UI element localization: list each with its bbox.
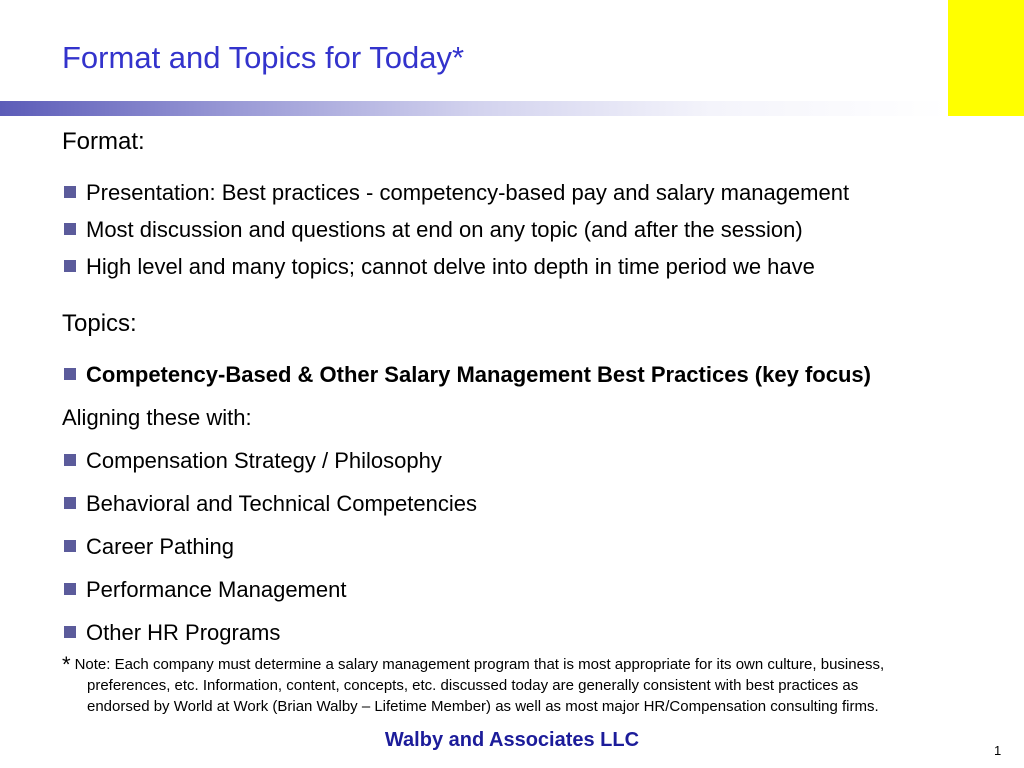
topic-bullet-text: Career Pathing bbox=[86, 534, 234, 559]
square-bullet-icon bbox=[64, 368, 76, 380]
topics-heading: Topics: bbox=[62, 310, 137, 337]
topic-bullet bbox=[64, 534, 234, 560]
footnote bbox=[62, 654, 1012, 717]
square-bullet-icon bbox=[64, 583, 76, 595]
topic-bullet bbox=[64, 491, 477, 517]
key-topic-text: Competency-Based & Other Salary Management Best Practices (key focus) bbox=[86, 362, 871, 387]
format-bullet-text: Most discussion and questions at end on any topic (and after the session) bbox=[86, 217, 803, 242]
footer-company-name: Walby and Associates LLC bbox=[384, 729, 640, 751]
square-bullet-icon bbox=[64, 186, 76, 198]
title-underline-gradient bbox=[0, 101, 948, 116]
key-topic-bullet bbox=[64, 362, 871, 388]
format-heading: Format: bbox=[62, 128, 145, 155]
topic-bullet-text: Performance Management bbox=[86, 577, 347, 602]
aligning-text: Aligning these with: bbox=[62, 405, 252, 430]
square-bullet-icon bbox=[64, 540, 76, 552]
format-bullet-text: High level and many topics; cannot delve into depth in time period we have bbox=[86, 254, 815, 279]
format-bullet-text: Presentation: Best practices - competency-based pay and salary management bbox=[86, 180, 850, 205]
footnote-line-2: preferences, etc. Information, content, concepts, etc. discussed today are generally consistent with best practices as bbox=[87, 677, 859, 694]
topic-bullet bbox=[64, 448, 442, 474]
topic-bullet-text: Other HR Programs bbox=[86, 620, 281, 645]
footnote-line-3: endorsed by World at Work (Brian Walby – Lifetime Member) as well as most major HR/Compensation consulting firms. bbox=[87, 698, 879, 715]
footnote-asterisk: * bbox=[62, 652, 71, 677]
page-number: 1 bbox=[994, 743, 1002, 758]
format-bullet bbox=[64, 254, 815, 280]
square-bullet-icon bbox=[64, 223, 76, 235]
format-bullet bbox=[64, 217, 803, 243]
square-bullet-icon bbox=[64, 454, 76, 466]
yellow-accent-block bbox=[948, 0, 1024, 116]
footnote-line-1: Note: Each company must determine a salary management program that is most appropriate for its own culture, business, bbox=[74, 656, 885, 673]
square-bullet-icon bbox=[64, 497, 76, 509]
square-bullet-icon bbox=[64, 626, 76, 638]
slide-title: Format and Topics for Today* bbox=[62, 40, 465, 75]
topic-bullet-text: Behavioral and Technical Competencies bbox=[86, 491, 477, 516]
square-bullet-icon bbox=[64, 260, 76, 272]
format-bullet bbox=[64, 180, 849, 206]
topic-bullet bbox=[64, 620, 280, 646]
topic-bullet-text: Compensation Strategy / Philosophy bbox=[86, 448, 442, 473]
topic-bullet bbox=[64, 577, 346, 603]
